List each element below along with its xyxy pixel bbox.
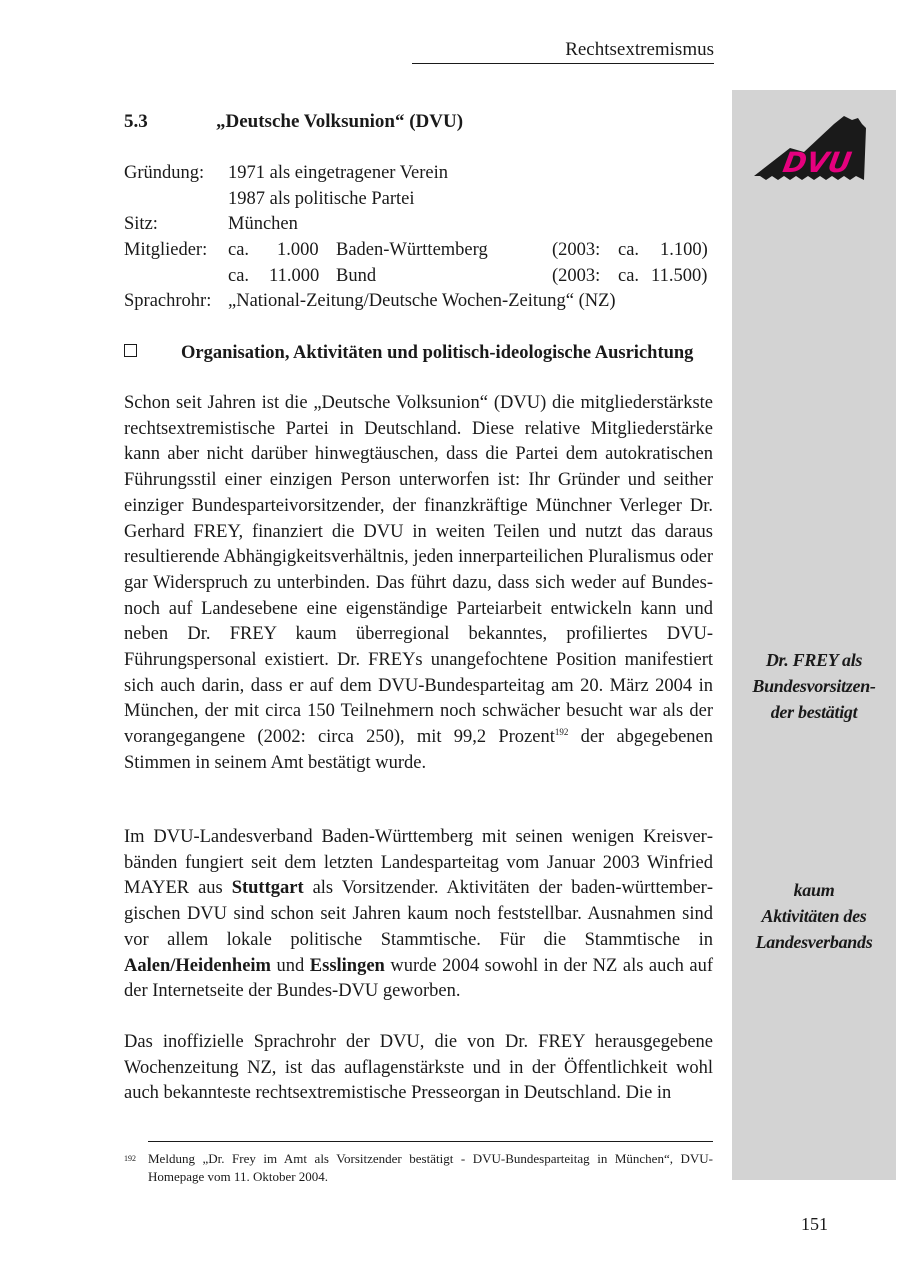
footnote-reference: 192	[554, 727, 569, 738]
member-region: Bund	[336, 265, 377, 286]
margin-note-line: Bundesvorsitzen-	[752, 676, 876, 696]
section-title: „Deutsche Volksunion“ (DVU)	[216, 111, 464, 132]
margin-note-chairman	[732, 647, 896, 725]
organ-label: Sprachrohr:	[124, 291, 212, 312]
dvu-eagle-logo	[752, 114, 870, 184]
footnote-number: 192	[124, 1154, 136, 1163]
section-heading	[124, 110, 463, 134]
organ-value: „National-Zeitung/Deutsche Wochen-Zeitung“ (NZ)	[228, 291, 616, 312]
margin-note-line: Dr. FREY als	[765, 650, 863, 670]
member-count: 11.000	[269, 265, 320, 286]
member-prev-ca: ca.	[618, 265, 640, 286]
member-prev-year: (2003:	[552, 265, 601, 286]
margin-note-line: Landesverbands	[755, 932, 873, 952]
footnote-text: Meldung „Dr. Frey im Amt als Vorsitzender bestätigt - DVU-Bundesparteitag in München“, DVU-Homepage vom 11. Oktober 2004.	[148, 1151, 713, 1184]
member-count: 1.000	[277, 240, 319, 261]
margin-note-line: kaum	[793, 880, 835, 900]
paragraph-2-text: Im DVU-Landesverband Baden-Württemberg mit seinen wenigen Kreisverbänden fungiert seit dem letzten Landesparteitag vom Januar 2003 Winfried MAYER aus	[124, 827, 713, 899]
logo-text: DVU	[780, 146, 854, 179]
seat-value: München	[228, 214, 298, 235]
running-head: Rechtsextremismus	[412, 38, 714, 64]
member-region: Baden-Württemberg	[336, 240, 488, 261]
place-highlight: Esslingen	[309, 955, 385, 976]
section-number: 5.3	[124, 111, 148, 132]
founding-value: 1971 als eingetragener Verein	[228, 163, 449, 183]
subheading	[124, 341, 693, 365]
subheading-text: Organisation, Aktivitäten und politisch-ideologische Ausrichtung	[181, 343, 694, 363]
footnote	[124, 1150, 713, 1186]
checkbox-bullet-icon	[124, 344, 137, 357]
member-ca: ca.	[228, 240, 250, 261]
paragraph-3	[124, 1030, 713, 1107]
member-prev-year: (2003:	[552, 240, 601, 261]
margin-note-activities	[732, 877, 896, 955]
founding-label: Gründung:	[124, 163, 205, 183]
paragraph-1-text: Schon seit Jahren ist die „Deutsche Volksunion“ (DVU) die mitgliederstärkste rechtsextremistische Partei in Deutschland. Diese relative Mitgliederstärke kann aber nicht darüber hinwegtäuschen, dass die Partei dem autokratischen Führungsstil einer einzigen Person unterworfen ist: Ihr Gründer und seither einziger Bundesparteivorsitzender, der finanzkräftige Münchner Verleger Dr. Gerhard FREY, finanziert die DVU in weiten Teilen und nutzt das daraus resultierende Abhängigkeitsverhältnis, jeden innerparteilichen Pluralismus oder gar Widerspruch zu unterbinden. Das führt dazu, dass sich weder auf Bundes- noch auf Landesebene eine eigenständige Parteiarbeit entwickeln kann und neben Dr. FREY kaum überregional bekanntes, profiliertes DVU-Führungspersonal existiert. Dr. FREYs unangefochtene Position manifestiert sich auch darin, dass er auf dem DVU-Bundesparteitag am 20. März 2004 in München, der mit circa 150 Teilnehmern noch schwächer besucht war als der vorangegangene (2002: circa 250), mit 99,2 Prozent	[124, 393, 713, 748]
paragraph-2	[124, 825, 713, 1005]
paragraph-1	[124, 391, 713, 777]
margin-note-line: der bestätigt	[770, 702, 858, 722]
founding-value: 1987 als politische Partei	[228, 188, 415, 209]
member-prev-count: 11.500)	[651, 265, 708, 286]
paragraph-2-text: als Vorsitzender. Aktivitäten der baden-württembergischen DVU sind schon seit Jahren kaum noch feststellbar. Ausnahmen sind vor allem lokale politische Stammtische. Für die Stammtische in	[124, 878, 713, 950]
member-ca: ca.	[228, 265, 250, 286]
paragraph-1-text-end: der abgegebenen Stimmen in seinem Amt bestätigt wurde.	[124, 727, 713, 773]
members-label: Mitglieder:	[124, 240, 208, 261]
footnote-divider	[148, 1141, 713, 1142]
paragraph-2-text: und	[270, 955, 310, 976]
paragraph-2-text: wurde 2004 sowohl in der NZ als auch auf der Internetseite der Bundes-DVU geworben.	[124, 955, 713, 1002]
place-highlight: Aalen/Heidenheim	[124, 955, 271, 976]
place-highlight: Stuttgart	[231, 878, 304, 899]
margin-sidebar	[732, 90, 896, 1180]
member-prev-ca: ca.	[618, 240, 640, 261]
paragraph-3-text: Das inoffizielle Sprachrohr der DVU, die von Dr. FREY herausgegebene Wochenzeitung NZ, ist das auflagenstärkste und in der Öffentlichkeit wohl auch bekannteste rechtsextremistische Presseorgan in Deutschland. Die in	[124, 1032, 713, 1104]
margin-note-line: Aktivitäten des	[761, 906, 867, 926]
member-prev-count: 1.100)	[660, 240, 708, 261]
page-number: 151	[801, 1214, 828, 1234]
seat-label: Sitz:	[124, 214, 158, 235]
